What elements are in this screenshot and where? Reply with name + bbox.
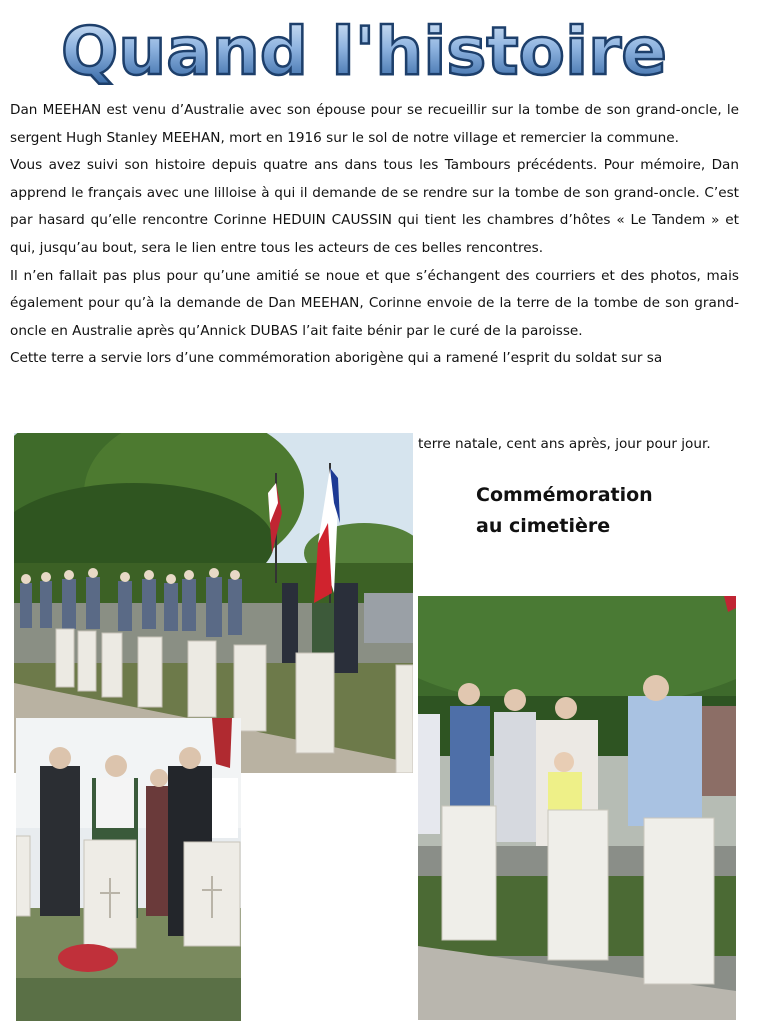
paragraph-4: Cette terre a servie lors d’une commémoration aborigène qui a ramené l’esprit du soldat sur sa	[10, 350, 663, 367]
photo-veterans-group	[16, 718, 241, 1021]
photo-caption	[476, 480, 653, 542]
title-text: Quand l'histoire	[61, 13, 667, 90]
article-body	[10, 97, 739, 373]
photo-cemetery-child	[418, 596, 736, 1020]
title-wordart	[0, 4, 758, 94]
caption-line-2: au cimetière	[476, 515, 611, 537]
paragraph-3: Il n’en fallait pas plus pour qu’une amitié se noue et que s’échangent des courriers et des photos, mais également pour qu’à la demande de Dan MEEHAN, Corinne envoie de la terre de la tombe de son grand-oncle en Australie après qu’Annick DUBAS l’ait faite bénir par le curé de la paroisse.	[10, 267, 739, 339]
paragraph-2: Vous avez suivi son histoire depuis quatre ans dans tous les Tambours précédents. Pour mémoire, Dan apprend le français avec une lilloise à qui il demande de se rendre sur la tombe de son grand-oncle. C’est par hasard qu’elle rencontre Corinne HEDUIN CAUSSIN qui tient les chambres d’hôtes « Le Tandem » et qui, jusqu’au bout, sera le lien entre tous les acteurs de ces belles rencontres.	[10, 157, 739, 256]
caption-line-1: Commémoration	[476, 484, 653, 506]
paragraph-1: Dan MEEHAN est venu d’Australie avec son épouse pour se recueillir sur la tombe de son grand-oncle, le sergent Hugh Stanley MEEHAN, mort en 1916 sur le sol de notre village et remercier la commune.	[10, 102, 739, 146]
paragraph-4-continuation: terre natale, cent ans après, jour pour jour.	[418, 436, 711, 452]
page-title	[0, 4, 758, 94]
